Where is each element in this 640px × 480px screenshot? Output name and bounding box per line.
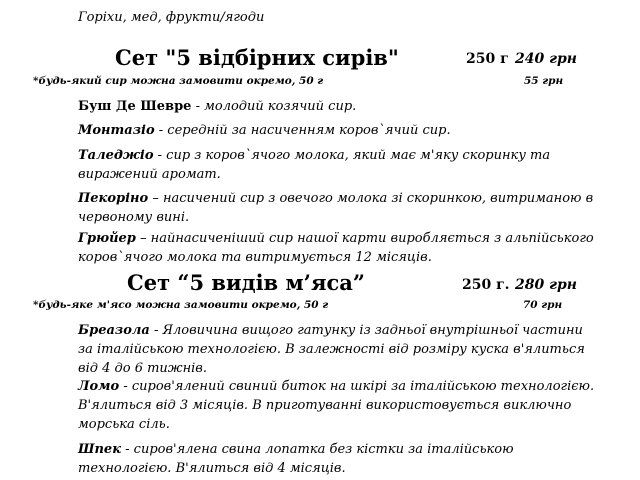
top-note: Горіхи, мед, фрукти/ягоди	[78, 10, 265, 25]
cheese-set-note: *будь-який сир можна замовити окремо, 50 г	[33, 75, 324, 87]
meat-set-note-price: 70 грн	[523, 299, 563, 311]
cheese-item	[78, 146, 598, 184]
cheese-item-name: Таледжіо	[78, 148, 154, 163]
meat-item	[78, 321, 598, 378]
meat-item	[78, 377, 598, 434]
cheese-item-desc: - середній за насиченням коров`ячий сир.	[154, 123, 451, 138]
meat-set-price: 280 грн	[515, 277, 577, 293]
cheese-item-name: Монтазіо	[78, 123, 155, 138]
meat-item-name: Шпек	[78, 442, 122, 457]
meat-item-desc: - сиров'ялений свиний биток на шкірі за італійською технологією. В'ялиться від 3 місяців. В приготуванні використовується виключно морська сіль.	[78, 379, 595, 432]
cheese-set-title: Сет "5 відбірних сирів"	[115, 45, 399, 70]
meat-item	[78, 440, 598, 478]
cheese-item-desc: – насичений сир з овечого молока зі скоринкою, витриманою в червоному вині.	[78, 191, 594, 225]
cheese-item-name: Пекоріно	[78, 191, 149, 206]
cheese-item	[78, 229, 598, 267]
cheese-set-weight: 250 г	[466, 51, 509, 67]
cheese-set-price: 240 грн	[515, 51, 577, 67]
meat-set-title: Сет “5 видів м’яса”	[127, 270, 365, 295]
meat-item-name: Бреазола	[78, 323, 150, 338]
cheese-item-desc: – найнасиченіший сир нашої карти виробляється з альпійського коров`ячого молока та витримується 12 місяців.	[78, 231, 594, 265]
cheese-item	[78, 121, 598, 140]
cheese-item-name: Грюйер	[78, 231, 136, 246]
cheese-item	[78, 97, 598, 116]
meat-item-name: Ломо	[78, 379, 120, 394]
cheese-item-desc: - сир з коров`ячого молока, який має м'яку скоринку та виражений аромат.	[78, 148, 551, 182]
cheese-item-desc: - молодий козячий сир.	[191, 99, 357, 114]
meat-item-desc: - Яловичина вищого гатунку із задньої внутрішньої частини за італійською технологією. В залежності від розміру куска в'ялиться від 4 до 6 тижнів.	[78, 323, 585, 376]
cheese-set-note-price: 55 грн	[524, 75, 564, 87]
cheese-item-name: Буш Де Шевре	[78, 99, 192, 114]
meat-set-weight: 250 г.	[462, 277, 510, 293]
meat-item-desc: - сиров'ялена свина лопатка без кістки за італійською технологією. В'ялиться від 4 місяців.	[78, 442, 514, 476]
meat-set-note: *будь-яке м'ясо можна замовити окремо, 50 г	[33, 299, 329, 311]
cheese-item	[78, 189, 598, 227]
